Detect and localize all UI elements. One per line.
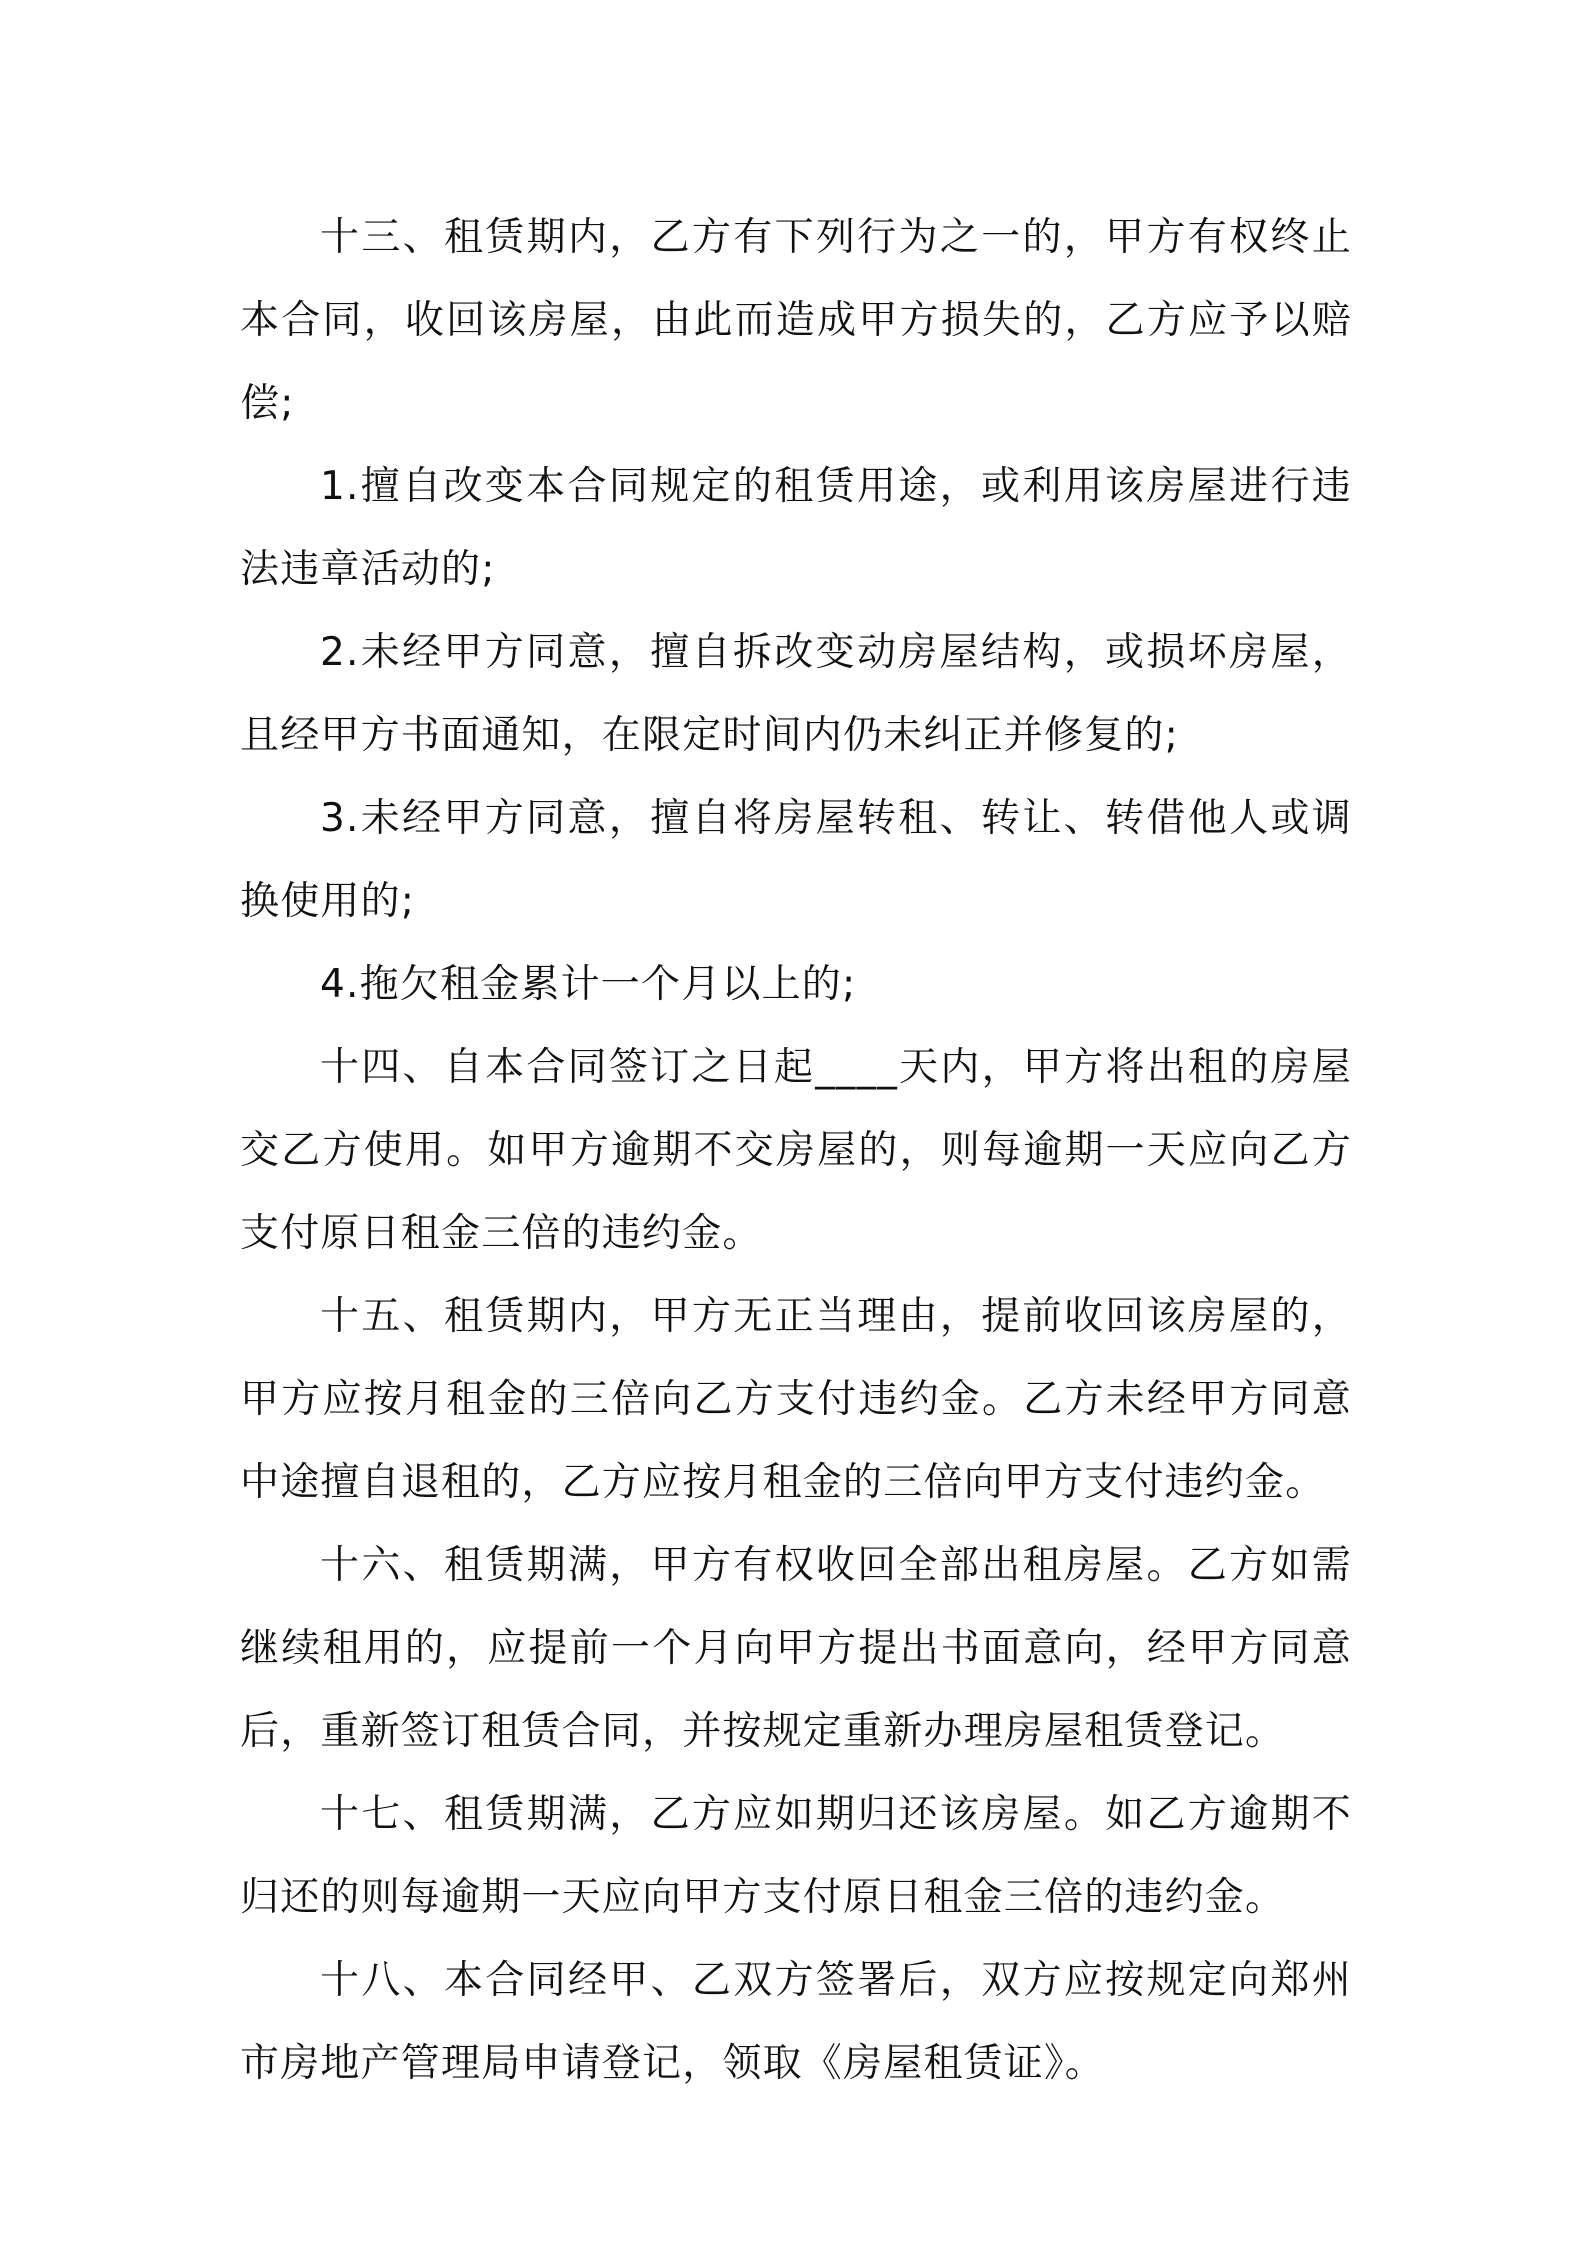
clause-14: 十四、自本合同签订之日起____天内，甲方将出租的房屋交乙方使用。如甲方逾期不交房屋的，则每逾期一天应向乙方支付原日租金三倍的违约金。 (240, 1045, 1352, 1256)
clause-13-item-1: 1.擅自改变本合同规定的租赁用途，或利用该房屋进行违法违章活动的; (240, 464, 1352, 592)
clause-17: 十七、租赁期满，乙方应如期归还该房屋。如乙方逾期不归还的则每逾期一天应向甲方支付原日租金三倍的违约金。 (240, 1792, 1352, 1920)
clause-18: 十八、本合同经甲、乙双方签署后，双方应按规定向郑州市房地产管理局申请登记，领取《房屋租赁证》。 (240, 1958, 1352, 2086)
clause-13-item-3: 3.未经甲方同意，擅自将房屋转租、转让、转借他人或调换使用的; (240, 796, 1352, 924)
clause-13-item-4: 4.拖欠租金累计一个月以上的; (320, 962, 857, 1007)
clause-15: 十五、租赁期内，甲方无正当理由，提前收回该房屋的，甲方应按月租金的三倍向乙方支付违约金。乙方未经甲方同意中途擅自退租的，乙方应按月租金的三倍向甲方支付违约金。 (240, 1294, 1352, 1505)
document-body (240, 196, 1352, 2105)
clause-13-item-2: 2.未经甲方同意，擅自拆改变动房屋结构，或损坏房屋，且经甲方书面通知，在限定时间内仍未纠正并修复的; (240, 630, 1352, 758)
clause-13: 十三、租赁期内，乙方有下列行为之一的，甲方有权终止本合同，收回该房屋，由此而造成甲方损失的，乙方应予以赔偿; (240, 215, 1352, 426)
clause-16: 十六、租赁期满，甲方有权收回全部出租房屋。乙方如需继续租用的，应提前一个月向甲方提出书面意向，经甲方同意后，重新签订租赁合同，并按规定重新办理房屋租赁登记。 (240, 1543, 1352, 1754)
